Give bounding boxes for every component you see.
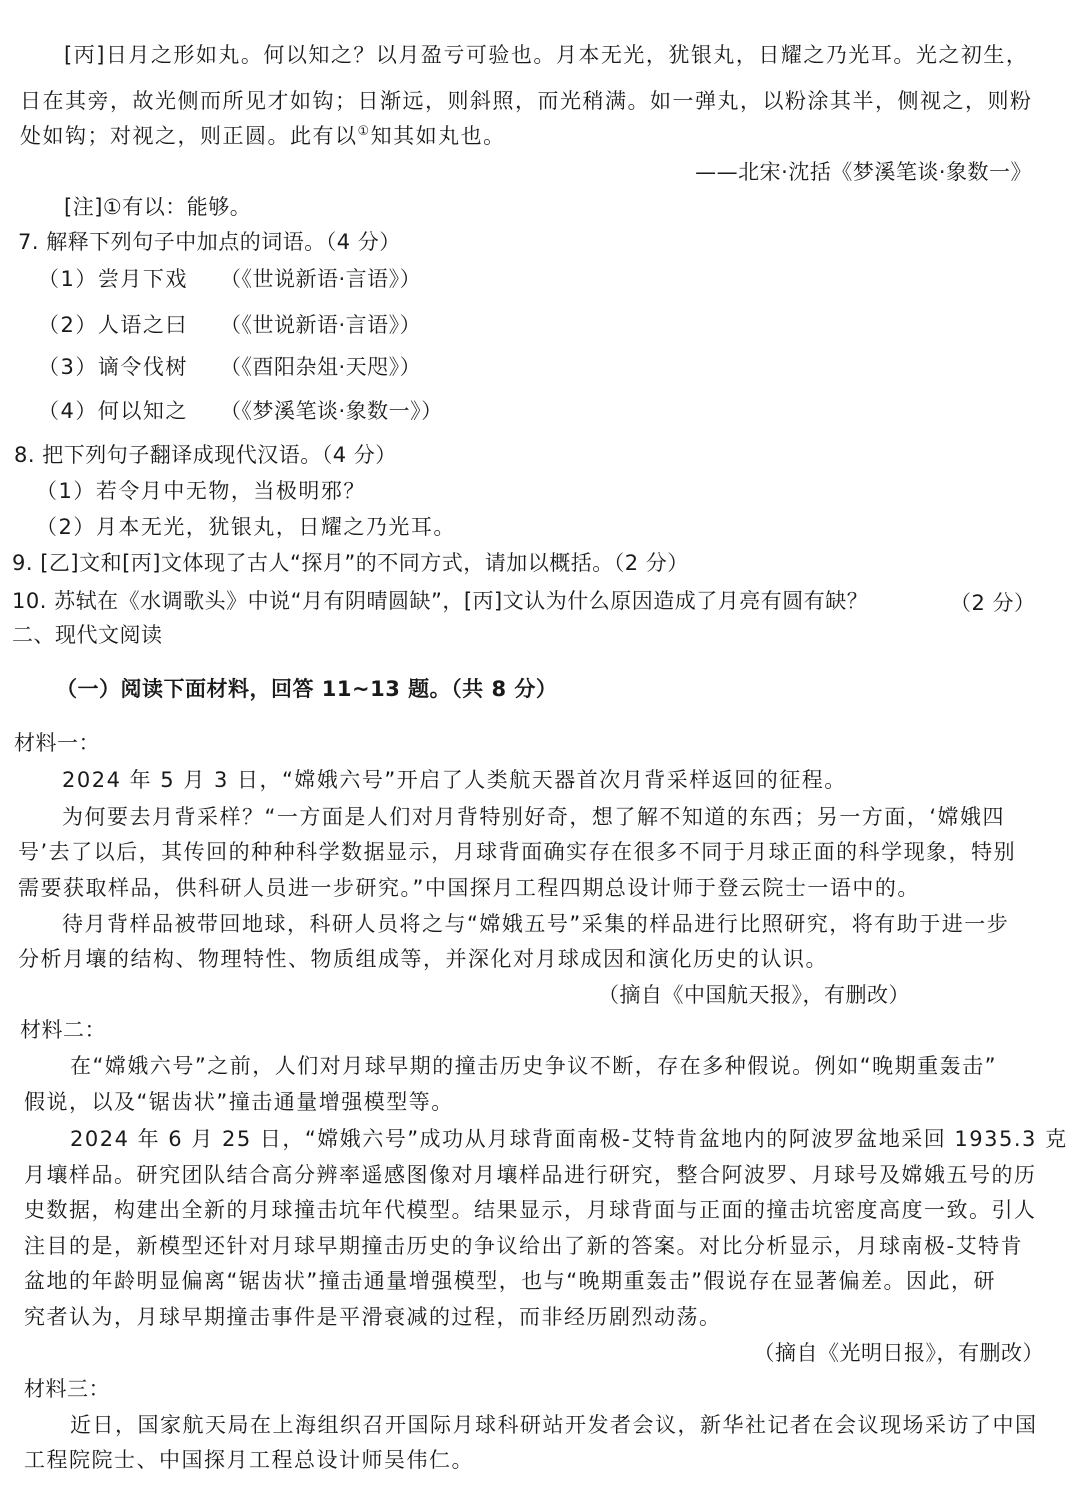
- q7-item-4-text: （4）何以知之: [38, 399, 188, 423]
- q7-item-1-text: （1）尝月下戏: [38, 267, 188, 291]
- material-2-p2-line-2: 月壤样品。研究团队结合高分辨率遥感图像对月壤样品进行研究，整合阿波罗、月球号及嫦娥五号的历: [24, 1163, 1037, 1187]
- passage-bing-line-3-tail: 知其如丸也。: [370, 124, 506, 148]
- passage-bing-line-1: [丙]日月之形如丸。何以知之？以月盈亏可验也。月本无光，犹银丸，日耀之乃光耳。光之初生，: [64, 43, 1029, 67]
- material-1-p3-line-2: 分析月壤的结构、物理特性、物质组成等，并深化对月球成因和演化历史的认识。: [18, 947, 828, 971]
- material-1-source: （摘自《中国航天报》，有删改）: [598, 983, 910, 1007]
- q8-item-1: （1）若令月中无物，当极明邪？: [36, 479, 366, 503]
- material-2-p1-line-2: 假说，以及“锯齿状”撞击通量增强模型等。: [24, 1090, 454, 1114]
- q7-item-4-source: （《梦溪笔谈·象数一》）: [220, 399, 443, 423]
- passage-bing-note: [注]①有以：能够。: [64, 195, 252, 219]
- q7-item-3-source: （《酉阳杂俎·天咫》）: [220, 355, 422, 379]
- footnote-marker: ①: [357, 124, 371, 139]
- q10-text: 10. 苏轼在《水调歌头》中说“月有阴晴圆缺”，[丙]文认为什么原因造成了月亮有圆有缺？: [12, 589, 869, 613]
- passage-bing-line-3: [20, 121, 506, 151]
- material-1-label: 材料一：: [14, 731, 100, 755]
- section-2-subtitle: （一）阅读下面材料，回答 11~13 题。（共 8 分）: [56, 677, 558, 701]
- q7-item-3-text: （3）谪令伐树: [38, 355, 188, 379]
- material-2-p2-line-6: 究者认为，月球早期撞击事件是平滑衰减的过程，而非经历剧烈动荡。: [24, 1305, 722, 1329]
- material-1-p2-line-2: 号’去了以后，其传回的种种科学数据显示，月球背面确实存在很多不同于月球正面的科学现象，特别: [18, 840, 1017, 864]
- passage-bing-line-3-text: 处如钩；对视之，则正圆。此有以: [20, 124, 358, 148]
- q9-text: 9. [乙]文和[丙]文体现了古人“探月”的不同方式，请加以概括。（2 分）: [12, 551, 689, 575]
- q7-item-2-text: （2）人语之曰: [38, 313, 188, 337]
- material-2-p2-line-3: 史数据，构建出全新的月球撞击坑年代模型。结果显示，月球背面与正面的撞击坑密度高度一致。引人: [24, 1198, 1037, 1222]
- material-1-p1: 2024 年 5 月 3 日，“嫦娥六号”开启了人类航天器首次月背采样返回的征程。: [62, 768, 847, 792]
- material-1-p3-line-1: 待月背样品被带回地球，科研人员将之与“嫦娥五号”采集的样品进行比照研究，将有助于进一步: [62, 912, 1010, 936]
- material-2-source: （摘自《光明日报》，有删改）: [753, 1341, 1044, 1365]
- passage-bing-source: ——北宋·沈括《梦溪笔谈·象数一》: [695, 160, 1032, 184]
- material-2-p1-line-1: 在“嫦娥六号”之前，人们对月球早期的撞击历史争议不断，存在多种假说。例如“晚期重轰击”: [70, 1054, 998, 1078]
- q7-stem: 7. 解释下列句子中加点的词语。（4 分）: [18, 230, 401, 254]
- material-3-p1-line-1: 近日，国家航天局在上海组织召开国际月球科研站开发者会议，新华社记者在会议现场采访了中国: [70, 1413, 1038, 1437]
- material-1-p2-line-3: 需要获取样品，供科研人员进一步研究。”中国探月工程四期总设计师于登云院士一语中的。: [18, 876, 920, 900]
- material-1-p2-line-1: 为何要去月背采样？“一方面是人们对月背特别好奇，想了解不知道的东西；另一方面，‘嫦娥四: [62, 805, 1006, 829]
- material-2-p2-line-4: 注目的是，新模型还针对月球早期撞击历史的争议给出了新的答案。对比分析显示，月球南极-艾特肯: [24, 1234, 1024, 1258]
- material-3-p1-line-2: 工程院院士、中国探月工程总设计师吴伟仁。: [24, 1448, 474, 1472]
- material-3-label: 材料三：: [24, 1377, 110, 1401]
- q8-item-2: （2）月本无光，犹银丸，日耀之乃光耳。: [36, 515, 456, 539]
- section-2-title: 二、现代文阅读: [12, 623, 163, 647]
- material-2-p2-line-1: 2024 年 6 月 25 日，“嫦娥六号”成功从月球背面南极-艾特肯盆地内的阿波罗盆地采回 1935.3 克: [70, 1127, 1068, 1151]
- q7-item-1-source: （《世说新语·言语》）: [220, 267, 422, 291]
- material-2-label: 材料二：: [20, 1018, 106, 1042]
- q10-score: （2 分）: [950, 591, 1036, 615]
- q8-stem: 8. 把下列句子翻译成现代汉语。（4 分）: [14, 443, 397, 467]
- material-2-p2-line-5: 盆地的年龄明显偏离“锯齿状”撞击通量增强模型，也与“晚期重轰击”假说存在显著偏差。因此，研: [24, 1269, 997, 1293]
- passage-bing-line-2: 日在其旁，故光侧而所见才如钩；日渐远，则斜照，而光稍满。如一弹丸，以粉涂其半，侧视之，则粉: [20, 89, 1033, 113]
- q7-item-2-source: （《世说新语·言语》）: [220, 313, 422, 337]
